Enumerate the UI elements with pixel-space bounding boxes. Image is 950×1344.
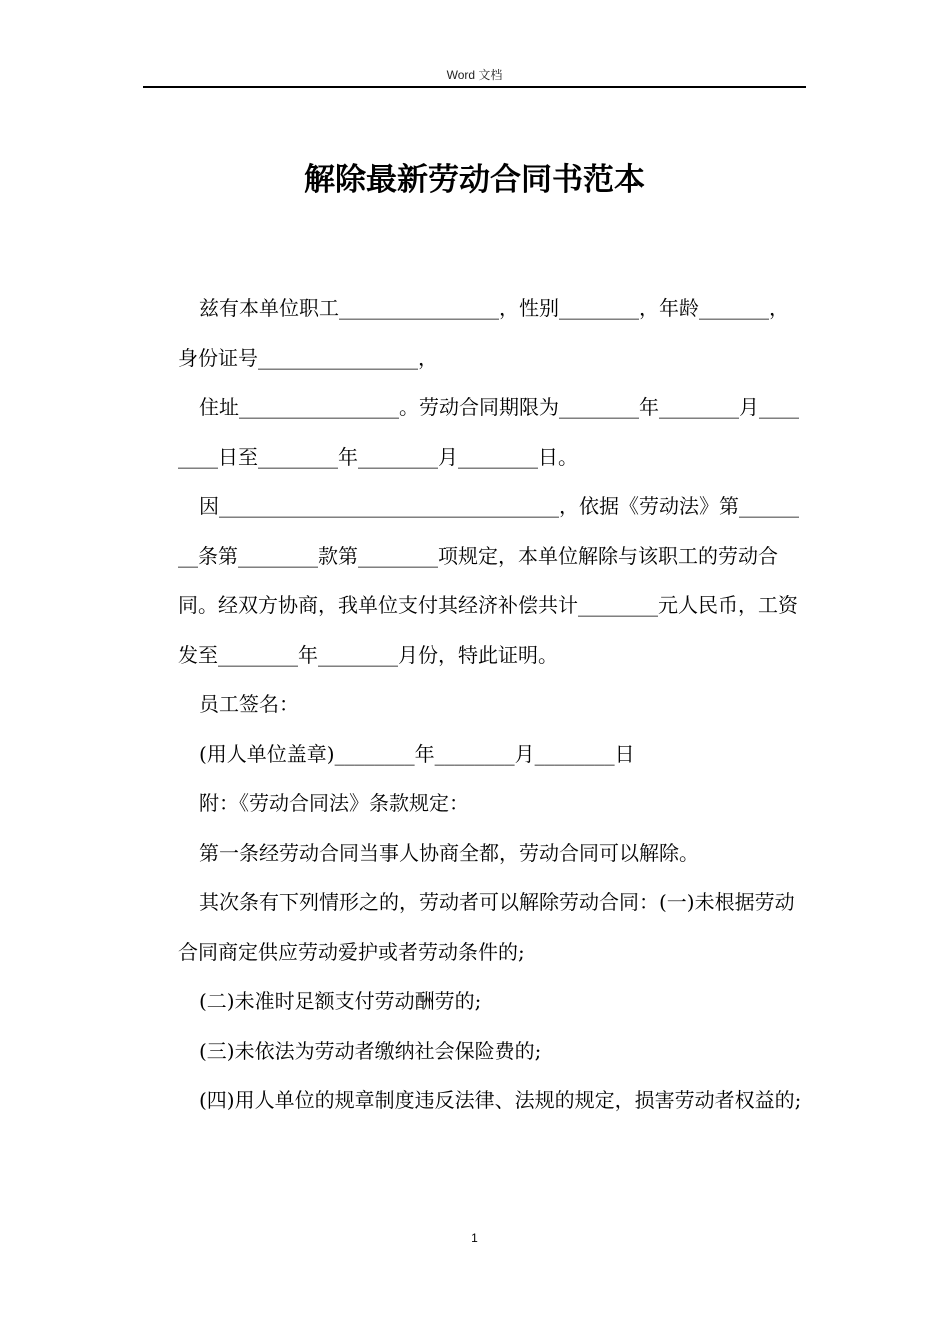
paragraph-employee-info: 兹有本单位职工________________，性别________，年龄_______，身份证号________________， bbox=[178, 296, 789, 370]
document-body bbox=[178, 284, 806, 1126]
paragraph-clause-2: (二)未准时足额支付劳动酬劳的; bbox=[199, 989, 482, 1013]
paragraph-clause-4: (四)用人单位的规章制度违反法律、法规的规定，损害劳动者权益的; bbox=[199, 1088, 802, 1112]
document-title: 解除最新劳动合同书范本 bbox=[304, 162, 645, 198]
paragraph-contract-term: 住址________________。劳动合同期限为________年________月________日至________年________月________日。 bbox=[178, 395, 799, 469]
page-number: 1 bbox=[471, 1231, 478, 1245]
paragraph-clause-3: (三)未依法为劳动者缴纳社会保险费的; bbox=[199, 1038, 542, 1063]
paragraph-article-1: 第一条经劳动合同当事人协商全都，劳动合同可以解除。 bbox=[199, 840, 699, 865]
paragraph-article-2: 其次条有下列情形之的，劳动者可以解除劳动合同：(一)未根据劳动合同商定供应劳动爱护或者劳动条件的; bbox=[178, 890, 795, 964]
header-divider bbox=[143, 86, 806, 88]
paragraph-appendix-heading: 附：《劳动合同法》条款规定： bbox=[199, 791, 469, 815]
paragraph-employee-signature: 员工签名： bbox=[199, 692, 299, 716]
paragraph-employer-seal: (用人单位盖章)________年________月________日 bbox=[199, 741, 635, 766]
page-header: Word 文档 bbox=[446, 68, 503, 82]
paragraph-termination-reason: 因__________________________________，依据《劳动法》第________条第________款第________项规定，本单位解除与该职工的劳动合同。经双方协商，我单位支付其经济补偿共计________元人民币，工资发至________年________月份，特此证明。 bbox=[178, 494, 799, 667]
